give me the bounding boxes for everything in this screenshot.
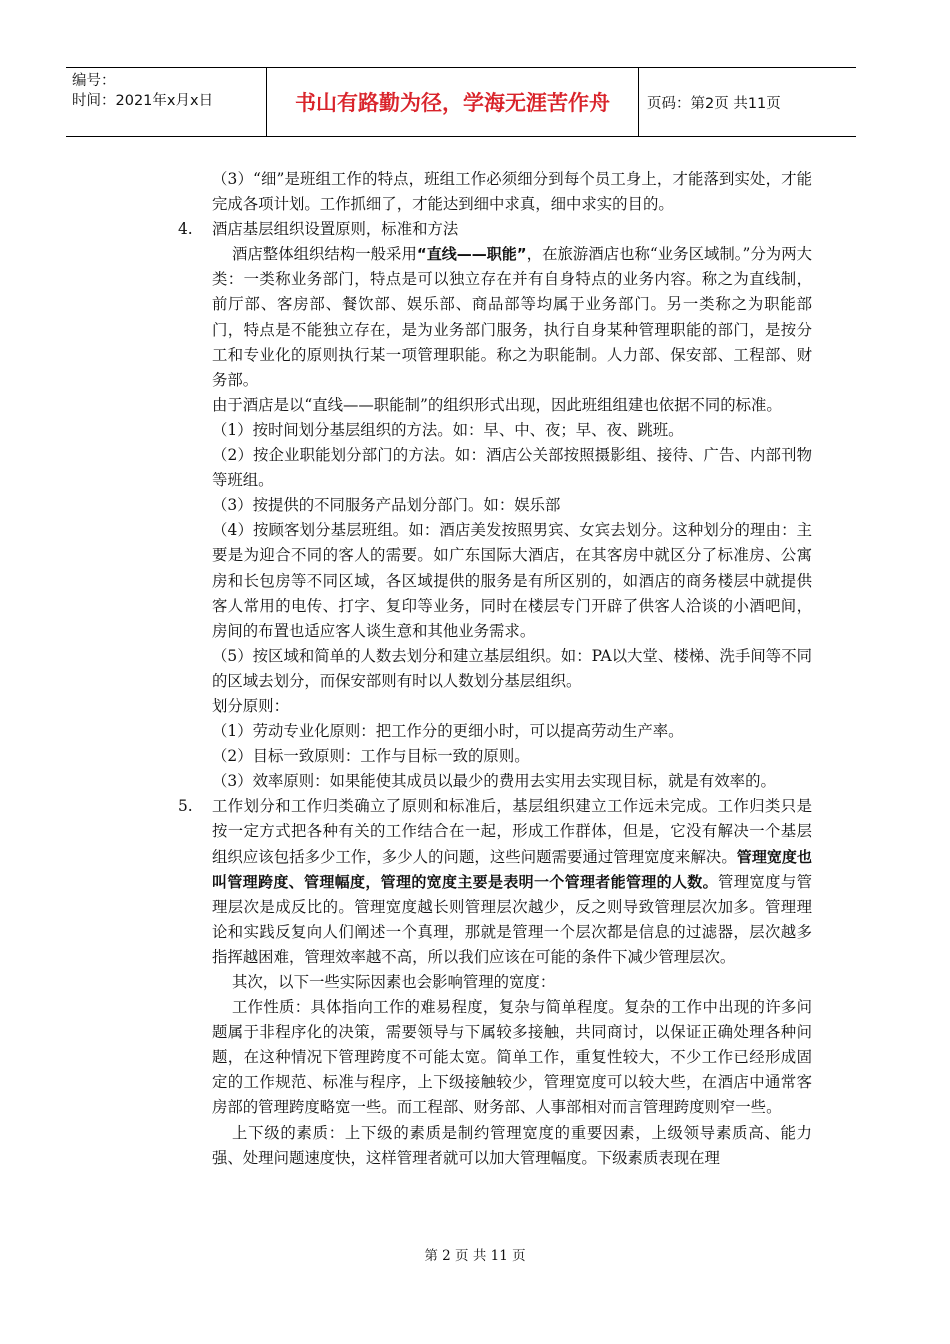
principle-item-1: （1）劳动专业化原则：把工作分的更细小时，可以提高劳动生产率。 (212, 722, 684, 741)
document-body (178, 167, 812, 1171)
bold-text-run: “直线——职能” (416, 245, 527, 264)
section-number: 5. (178, 797, 193, 816)
text-run: 酒店整体组织结构一般采用 (232, 245, 417, 264)
method-item-2: （2）按企业职能划分部门的方法。如：酒店公关部按照摄影组、接待、广告、内部刊物等班组。 (212, 446, 812, 490)
page-header (66, 67, 856, 137)
principle-item-3: （3）效率原则：如果能使其成员以最少的费用去实用去实现目标，就是有效率的。 (212, 772, 776, 791)
paragraph-detail-point: （3）“细”是班组工作的特点，班组工作必须细分到每个员工身上，才能落到实处，才能完成各项计划。工作抓细了，才能达到细中求真，细中求实的目的。 (212, 170, 812, 214)
paragraph-staff-quality: 上下级的素质：上下级的素质是制约管理宽度的重要因素，上级领导素质高、能力强、处理问题速度快，这样管理者就可以加大管理幅度。下级素质表现在理 (212, 1123, 812, 1167)
document-time-label: 时间：2021年x月x日 (72, 93, 214, 109)
method-item-4: （4）按顾客划分基层班组。如：酒店美发按照男宾、女宾去划分。这种划分的理由：主要是为迎合不同的客人的需要。如广东国际大酒店，在其客房中就区分了标准房、公寓房和长包房等不同区域，各区域提供的服务是有所区别的，如酒店的商务楼层中就提供客人常用的电传、打字、复印等业务，同时在楼层专门开辟了供客人洽谈的小酒吧间，房间的布置也适应客人谈生意和其他业务需求。 (212, 521, 812, 640)
header-motto: 书山有路勤为径，学海无涯苦作舟 (267, 68, 639, 136)
paragraph-org-structure (212, 242, 812, 393)
method-item-1: （1）按时间划分基层组织的方法。如：早、中、夜；早、夜、跳班。 (212, 420, 684, 439)
text-run: 管理宽度与管理层次是成反比的。管理宽度越长则管理层次越少，反之则导致管理层次加多。管理理论和实践反复向人们阐述一个真理，那就是管理一个层次都是信息的过滤器，层次越多指挥越困难，管理效率越不高，所以我们应该在可能的条件下减少管理层次。 (212, 872, 812, 966)
text-run: 工作划分和工作归类确立了原则和标准后，基层组织建立工作远未完成。工作归类只是按一定方式把各种有关的工作结合在一起，形成工作群体，但是，它没有解决一个基层组织应该包括多少工作，多少人的问题，这些问题需要通过管理宽度来解决。 (212, 797, 812, 866)
paragraph-standards: 由于酒店是以“直线——职能制”的组织形式出现，因此班组组建也依据不同的标准。 (212, 395, 782, 414)
text-run: ，在旅游酒店也称“业务区域制。”分为两大类：一类称业务部门，特点是可以独立存在并有自身特点的业务内容。称之为直线制，前厅部、客房部、餐饮部、娱乐部、商品部等均属于业务部门。另一类称之为职能部门，特点是不能独立存在，是为业务部门服务，执行自身某种管理职能的部门，是按分工和专业化的原则执行某一项管理职能。称之为职能制。人力部、保安部、工程部、财务部。 (212, 245, 812, 389)
bold-text-run: 管理宽度也叫管理跨度、管理幅度，管理的宽度主要是表明一个管理者能管理的人数。 (212, 847, 812, 891)
method-item-3: （3）按提供的不同服务产品划分部门。如：娱乐部 (212, 496, 561, 515)
page-footer: 第 2 页 共 11 页 (424, 1248, 526, 1264)
method-item-5: （5）按区域和简单的人数去划分和建立基层组织。如：PA以大堂、楼梯、洗手间等不同的区域去划分，而保安部则有时以人数划分基层组织。 (212, 646, 812, 690)
paragraph-factors-intro: 其次，以下一些实际因素也会影响管理的宽度： (232, 973, 556, 991)
principle-item-2: （2）目标一致原则：工作与目标一致的原则。 (212, 747, 530, 766)
principles-title: 划分原则： (212, 696, 289, 715)
header-page-number: 页码：第2页 共11页 (647, 95, 781, 112)
section-title: 酒店基层组织设置原则，标准和方法 (212, 220, 459, 239)
section-number: 4. (178, 220, 193, 239)
paragraph-work-nature: 工作性质：具体指向工作的难易程度，复杂与简单程度。复杂的工作中出现的许多问题属于非程序化的决策，需要领导与下属较多接触，共同商讨，以保证正确处理各种问题，在这种情况下管理跨度不可能太宽。简单工作，重复性较大，不少工作已经形成固定的工作规范、标准与程序，上下级接触较少，管理宽度可以较大些，在酒店中通常客房部的管理跨度略宽一些。而工程部、财务部、人事部相对而言管理跨度则窄一些。 (212, 998, 812, 1117)
section-4-heading (178, 217, 812, 242)
section-5-paragraph (178, 794, 812, 970)
document-number-label: 编号： (72, 73, 116, 89)
header-meta (66, 68, 267, 136)
